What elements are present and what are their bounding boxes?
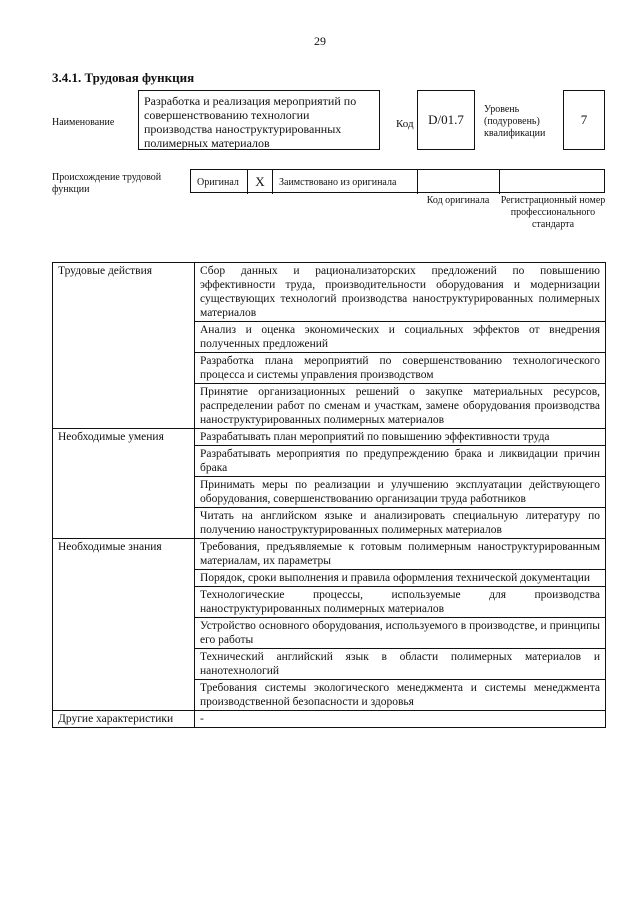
table-row <box>53 711 606 728</box>
function-code-box: D/01.7 <box>417 90 475 150</box>
original-mark: X <box>248 170 273 194</box>
qualification-level-box: 7 <box>563 90 605 150</box>
table-cell: Разработка плана мероприятий по совершенствованию технологического процесса и системы управления производством <box>195 353 606 384</box>
registration-number-caption: Регистрационный номер профессионального стандарта <box>500 195 606 230</box>
function-details-table <box>52 262 606 728</box>
borrowed-label: Заимствовано из оригинала <box>273 170 418 194</box>
origin-label: Происхождение трудовой функции <box>52 172 162 195</box>
section-header-labor-actions: Трудовые действия <box>53 263 195 429</box>
table-cell: Разрабатывать мероприятия по предупреждению брака и ликвидации причин брака <box>195 446 606 477</box>
name-label: Наименование <box>52 117 115 128</box>
table-cell: Сбор данных и рационализаторских предложений по повышению эффективности труда, производительности оборудования и модернизации существующих технологий производства наноструктурированных полимерных материалов <box>195 263 606 322</box>
function-name-box: Разработка и реализация мероприятий по совершенствованию технологии производства наноструктурированных полимерных материалов <box>138 90 380 150</box>
table-cell: Технический английский язык в области полимерных материалов и нанотехнологий <box>195 649 606 680</box>
table-cell: - <box>195 711 606 728</box>
table-cell: Анализ и оценка экономических и социальных эффектов от внедрения полученных предложений <box>195 322 606 353</box>
table-cell: Порядок, сроки выполнения и правила оформления технической документации <box>195 570 606 587</box>
origin-row <box>190 169 605 193</box>
original-code-caption: Код оригинала <box>426 195 490 206</box>
table-row <box>53 539 606 570</box>
original-label: Оригинал <box>191 170 248 194</box>
table-cell: Технологические процессы, используемые для производства наноструктурированных полимерных материалов <box>195 587 606 618</box>
section-title: 3.4.1. Трудовая функция <box>52 70 195 85</box>
table-cell: Разрабатывать план мероприятий по повышению эффективности труда <box>195 429 606 446</box>
registration-number-cell <box>500 170 606 194</box>
level-label: Уровень (подуровень) квалификации <box>484 104 546 139</box>
function-details-body <box>53 263 606 728</box>
page-number: 29 <box>314 34 326 48</box>
table-cell: Принимать меры по реализации и улучшению эксплуатации действующего оборудования, совершенствованию организации труда работников <box>195 477 606 508</box>
table-cell: Требования, предъявляемые к готовым полимерным наноструктурированным материалам, их параметры <box>195 539 606 570</box>
table-cell: Принятие организационных решений о закупке материальных ресурсов, распределении работ по сменам и участкам, замене оборудования производства наноструктурированных полимерных материалов <box>195 384 606 429</box>
code-label: Код <box>396 118 414 130</box>
original-code-cell <box>418 170 500 194</box>
table-cell: Устройство основного оборудования, используемого в производстве, и принципы его работы <box>195 618 606 649</box>
table-row <box>53 429 606 446</box>
section-header-skills: Необходимые умения <box>53 429 195 539</box>
table-cell: Требования системы экологического менеджмента и системы менеджмента производственной безопасности и здоровья <box>195 680 606 711</box>
table-cell: Читать на английском языке и анализировать специальную литературу по получению наноструктурированных полимерных материалов <box>195 508 606 539</box>
table-row <box>53 263 606 322</box>
section-header-other: Другие характеристики <box>53 711 195 728</box>
section-header-knowledge: Необходимые знания <box>53 539 195 711</box>
